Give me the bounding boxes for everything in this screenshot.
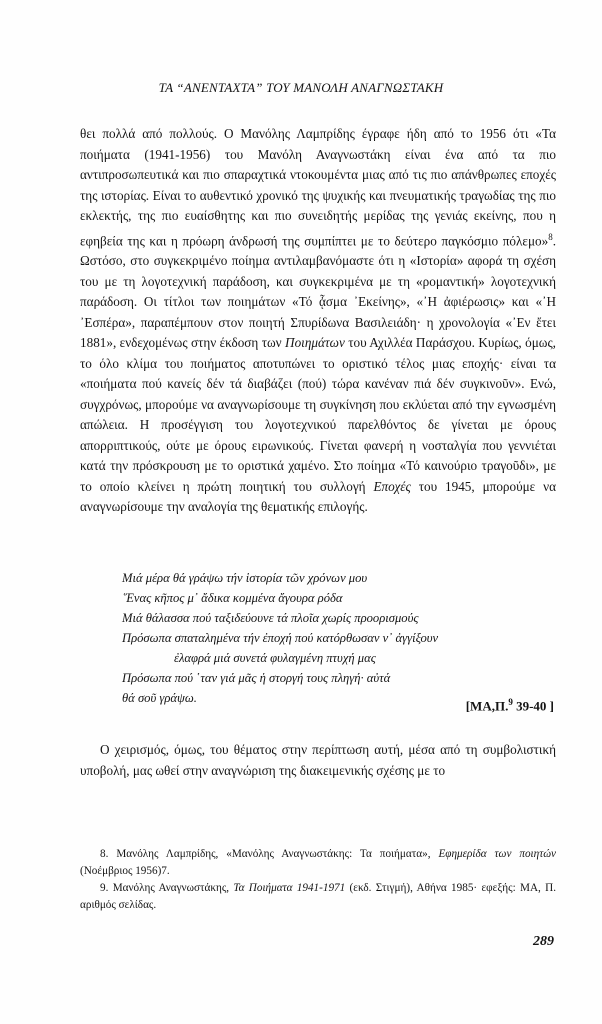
poem-citation: [466, 697, 554, 714]
poem-line: Μιά μέρα θά γράψω τήν ἱστορία τῶν χρόνων μου: [122, 571, 368, 585]
footnote-text: (Νοέμβριος 1956)7.: [80, 865, 170, 877]
footnote-9: [80, 880, 556, 914]
poem-line: Μιά θάλασσα πού ταξιδεύουνε τά πλοῖα χωρίς προορισμούς: [122, 611, 419, 625]
footnote-text: Μανόλης Λαμπρίδης, «Μανόλης Αναγνωστάκης: Τα ποιήματα»,: [108, 848, 439, 860]
paragraph-text-2: . Ωστόσο, στο συγκεκριμένο ποίημα αντιλαμβανόμαστε ότι η «Ιστορία» αφορά τη σχέση του με τη λογοτεχνική παράδοση, και συγκεκριμένα με τη «ρομαντική» λογοτεχνική παράδοση. Οι τίτλοι των ποιημάτων «Τό ᾆσμα ᾿Εκείνης», «᾿Η ἀφιέρωσις» και «᾿Η ᾿Εσπέρα», παραπέμπουν στον ποιητή Σπυρίδωνα Βασιλειάδη· η χρονολογία «᾿Εν ἔτει 1881», ενδεχομένως στην έκδοση των: [80, 232, 556, 351]
main-paragraph: [80, 124, 556, 518]
running-head: ΤΑ “ΑΝΕΝΤΑΧΤΑ” ΤΟΥ ΜΑΝΟΛΗ ΑΝΑΓΝΩΣΤΑΚΗ: [158, 80, 444, 95]
footnotes: [80, 846, 556, 914]
closing-paragraph-text: Ο χειρισμός, όμως, του θέματος στην περίπτωση αυτή, μέσα από τη συμβολιστική υποβολή, μας ωθεί στην αναγνώριση της διακειμενικής σχέσης με το: [80, 742, 556, 778]
footnote-number: 9.: [100, 882, 109, 894]
poem-line: ῞Ενας κῆπος μ᾿ ἄδικα κομμένα ἄγουρα ρόδα: [122, 591, 343, 605]
poem-line: Πρόσωπα πού ῾ταν γιά μᾶς ἡ στοργή τους πληγή· αὐτά: [122, 671, 391, 685]
paragraph-text-3: του Αχιλλέα Παράσχου. Κυρίως, όμως, το όλο κλίμα του ποιήματος αποτυπώνει το οριστικό τέλος μιας εποχής· είναι τα «ποιήματα πού κανείς δέν τά διαβάζει (πού) τώρα κανέναν πιά δέν συγκινοῦν». Ενώ, συγχρόνως, μπορούμε να αναγνωρίσουμε τη συγκίνηση που εκλύεται από την εγνωσμένη απώλεια. Η προσέγγιση του λογοτεχνικού παρελθόντος δε γίνεται με όρους απορριπτικούς, ούτε με όρους ειρωνικούς. Γίνεται φανερή η νοσταλγία που γεννιέται κατά την πρόσκρουση με το οριστικά χαμένο. Στο ποίημα «Τό καινούριο τραγοῦδι», με το οποίο κλείνει η πρώτη ποιητική του συλλογή: [80, 335, 556, 494]
poem-line: θά σοῦ γράψω.: [122, 691, 197, 705]
paragraph-text-1: θει πολλά από πολλούς. Ο Μανόλης Λαμπρίδης έγραφε ήδη από το 1956 ότι «Τα ποιήματα (1941-1956) του Μανόλη Αναγνωστάκη είναι ένα από τα πιο αντιπροσωπευτικά και πιο σπαραχτικά ντοκουμέντα μιας από τις πιο απάνθρωπες εποχές της ιστορίας. Είναι το αυθεντικό χρονικό της ψυχικής και πνευματικής τραγωδίας της πιο εκλεκτής, της πιο ευαίσθητης και πιο συνειδητής μερίδας της γενιάς εκείνης, που η εφηβεία της και η πρόωρη άνδρωσή της συμπίπτει με το δεύτερο παγκόσμιο πόλεμο»: [80, 126, 556, 248]
footnote-italic: Εφημερίδα των ποιητών: [438, 848, 556, 860]
footnote-text: (εκδ. Στιγμή), Αθήνα 1985· εφεξής: ΜΑ, Π. αριθμός σελίδας.: [80, 882, 556, 911]
footnote-ref-8[interactable]: 8: [548, 231, 553, 242]
paragraph-text-4: του 1945, μπορούμε να αναγνωρίσουμε την αναλογία της θεματικής επιλογής.: [80, 478, 556, 515]
footnote-8: [80, 846, 556, 880]
citation-source: [ΜΑ,Π.: [465, 698, 509, 714]
citation-pages: 39-40 ]: [512, 698, 554, 714]
closing-paragraph: [80, 740, 556, 781]
italic-title-poems: Ποιημάτων: [285, 335, 345, 351]
page-number: 289: [533, 934, 554, 949]
footnote-italic: Τα Ποιήματα 1941-1971: [233, 882, 346, 894]
poem-quotation: [122, 568, 556, 708]
footnote-ref-9[interactable]: 9: [508, 697, 513, 707]
poem-line: ἐλαφρά μιά συνετά φυλαγμένη πτυχή μας: [174, 651, 376, 665]
footnote-text: Μανόλης Αναγνωστάκης,: [108, 882, 234, 894]
footnote-number: 8.: [100, 848, 109, 860]
italic-title-epoches: Εποχές: [373, 478, 411, 494]
poem-line: Πρόσωπα σπαταλημένα τήν ἐποχή πού κατόρθωσαν ν᾿ ἀγγίξουν: [122, 631, 439, 645]
